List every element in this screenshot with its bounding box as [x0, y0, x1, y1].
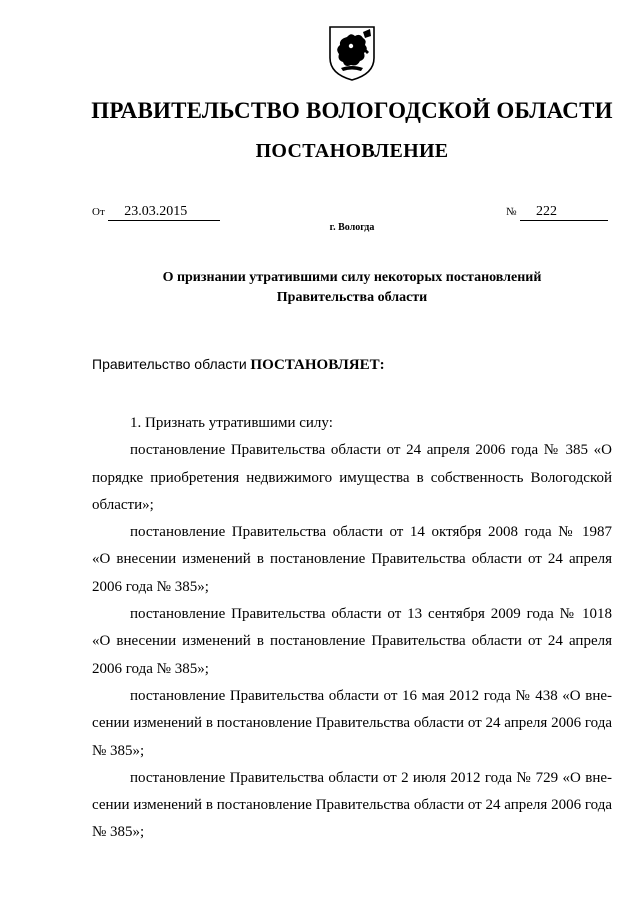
date-value: 23.03.2015 — [108, 204, 220, 221]
body-paragraph — [92, 601, 612, 683]
preamble-lead: Правительство области — [92, 356, 247, 372]
paragraph-line: 2006 года № 385»; — [92, 578, 209, 595]
body-paragraph — [92, 683, 612, 765]
paragraph-line: № 385»; — [92, 742, 145, 759]
paragraph-line: № 385»; — [92, 824, 145, 841]
document-number — [506, 204, 608, 221]
preamble — [92, 356, 385, 374]
paragraph-line: постановление Правительства области от 16 мая 2012 года № 438 «О вне- — [130, 687, 612, 704]
number-value: 222 — [520, 204, 608, 221]
document-subject — [92, 268, 612, 308]
paragraph-line: «О внесении изменений в постановление Правительства области от 24 апреля — [92, 633, 612, 650]
subject-line: О признании утратившими силу некоторых постановлений — [162, 270, 542, 285]
document-type: ПОСТАНОВЛЕНИЕ — [255, 140, 449, 162]
document-date — [92, 204, 220, 221]
paragraph-line: постановление Правительства области от 14 октября 2008 года № 1987 — [130, 524, 612, 541]
organization-title: ПРАВИТЕЛЬСТВО ВОЛОГОДСКОЙ ОБЛАСТИ — [91, 98, 613, 123]
city-label: г. Вологда — [329, 222, 375, 233]
item-heading: 1. Признать утратившими силу: — [130, 415, 333, 431]
paragraph-line: 2006 года № 385»; — [92, 660, 209, 677]
paragraph-line: порядке приобретения недвижимого имущества в собственность Вологодской — [92, 469, 612, 486]
document-body — [92, 410, 612, 847]
body-paragraph — [92, 519, 612, 601]
body-paragraph — [92, 437, 612, 519]
body-paragraph — [92, 765, 612, 847]
paragraph-line: области»; — [92, 496, 154, 513]
paragraph-line: постановление Правительства области от 13 сентября 2009 года № 1018 — [130, 606, 612, 623]
paragraph-line: постановление Правительства области от 2 июля 2012 года № 729 «О вне- — [130, 769, 612, 786]
number-prefix: № — [506, 206, 517, 218]
paragraph-line: «О внесении изменений в постановление Правительства области от 24 апреля — [92, 551, 612, 568]
coat-of-arms-icon — [327, 24, 377, 82]
paragraph-line: сении изменений в постановление Правительства области от 24 апреля 2006 года — [92, 715, 612, 732]
preamble-decree: ПОСТАНОВЛЯЕТ: — [250, 357, 385, 373]
subject-line: Правительства области — [276, 290, 428, 305]
date-prefix: От — [92, 206, 105, 218]
paragraph-line: постановление Правительства области от 24 апреля 2006 года № 385 «О — [130, 442, 612, 459]
paragraph-line: сении изменений в постановление Правительства области от 24 апреля 2006 года — [92, 797, 612, 814]
